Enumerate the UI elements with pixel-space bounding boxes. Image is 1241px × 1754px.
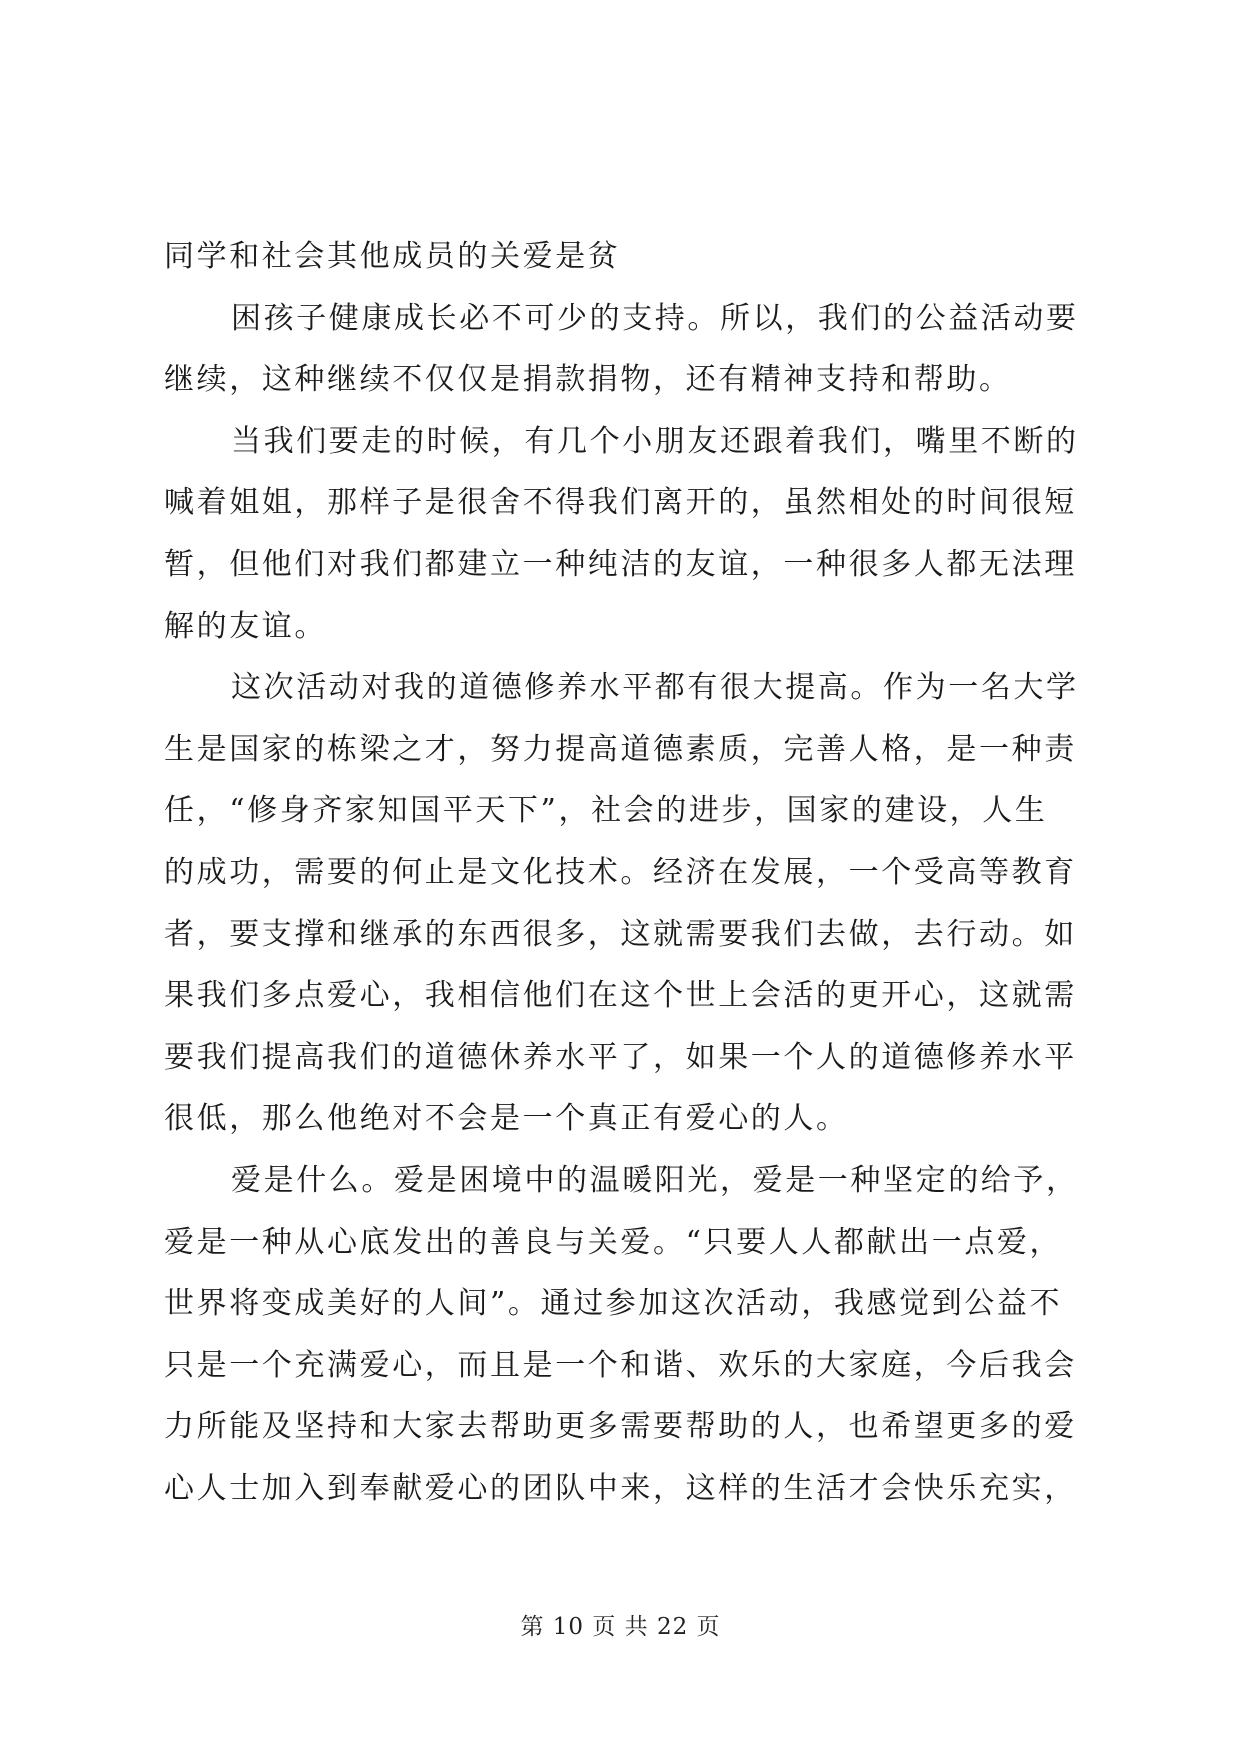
text-line: 世界将变成美好的人间”。通过参加这次活动，我感觉到公益不 [164,1286,1063,1322]
text-line: 爱是一种从心底发出的善良与关爱。“只要人人都献出一点爱， [164,1224,1063,1260]
text-line: 同学和社会其他成员的关爱是贫 [164,239,621,274]
page-number-footer: 第 10 页 共 22 页 [520,1614,721,1640]
document-body [164,226,1084,1519]
text-line: 困孩子健康成长必不可少的支持。所以，我们的公益活动要 [231,300,1079,336]
text-line: 喊着姐姐，那样子是很舍不得我们离开的，虽然相处的时间很短 [164,485,1077,521]
text-line: 很低，那么他绝对不会是一个真正有爱心的人。 [164,1101,849,1137]
text-line: 当我们要走的时候，有几个小朋友还跟着我们，嘴里不断的 [231,423,1079,459]
text-line: 解的友谊。 [164,608,327,644]
text-line: 者，要支撑和继承的东西很多，这就需要我们去做，去行动。如 [164,916,1077,952]
text-line: 心人士加入到奉献爱心的团队中来，这样的生活才会快乐充实， [164,1470,1077,1506]
text-line: 暂，但他们对我们都建立一种纯洁的友谊，一种很多人都无法理 [164,546,1077,582]
text-line: 的成功，需要的何止是文化技术。经济在发展，一个受高等教育 [164,854,1077,890]
text-line: 任，“修身齐家知国平天下”，社会的进步，国家的建设，人生 [164,793,1048,829]
text-line: 要我们提高我们的道德休养水平了，如果一个人的道德修养水平 [164,1039,1077,1075]
text-line: 继续，这种继续不仅仅是捐款捐物，还有精神支持和帮助。 [164,362,1012,398]
text-line: 力所能及坚持和大家去帮助更多需要帮助的人，也希望更多的爱 [164,1409,1077,1445]
text-line: 只是一个充满爱心，而且是一个和谐、欢乐的大家庭，今后我会 [164,1347,1077,1383]
text-line: 这次活动对我的道德修养水平都有很大提高。作为一名大学 [231,670,1079,706]
text-line: 生是国家的栋梁之才，努力提高道德素质，完善人格，是一种责 [164,731,1077,767]
text-line: 果我们多点爱心，我相信他们在这个世上会活的更开心，这就需 [164,978,1077,1014]
text-line: 爱是什么。爱是困境中的温暖阳光，爱是一种坚定的给予， [231,1162,1079,1198]
